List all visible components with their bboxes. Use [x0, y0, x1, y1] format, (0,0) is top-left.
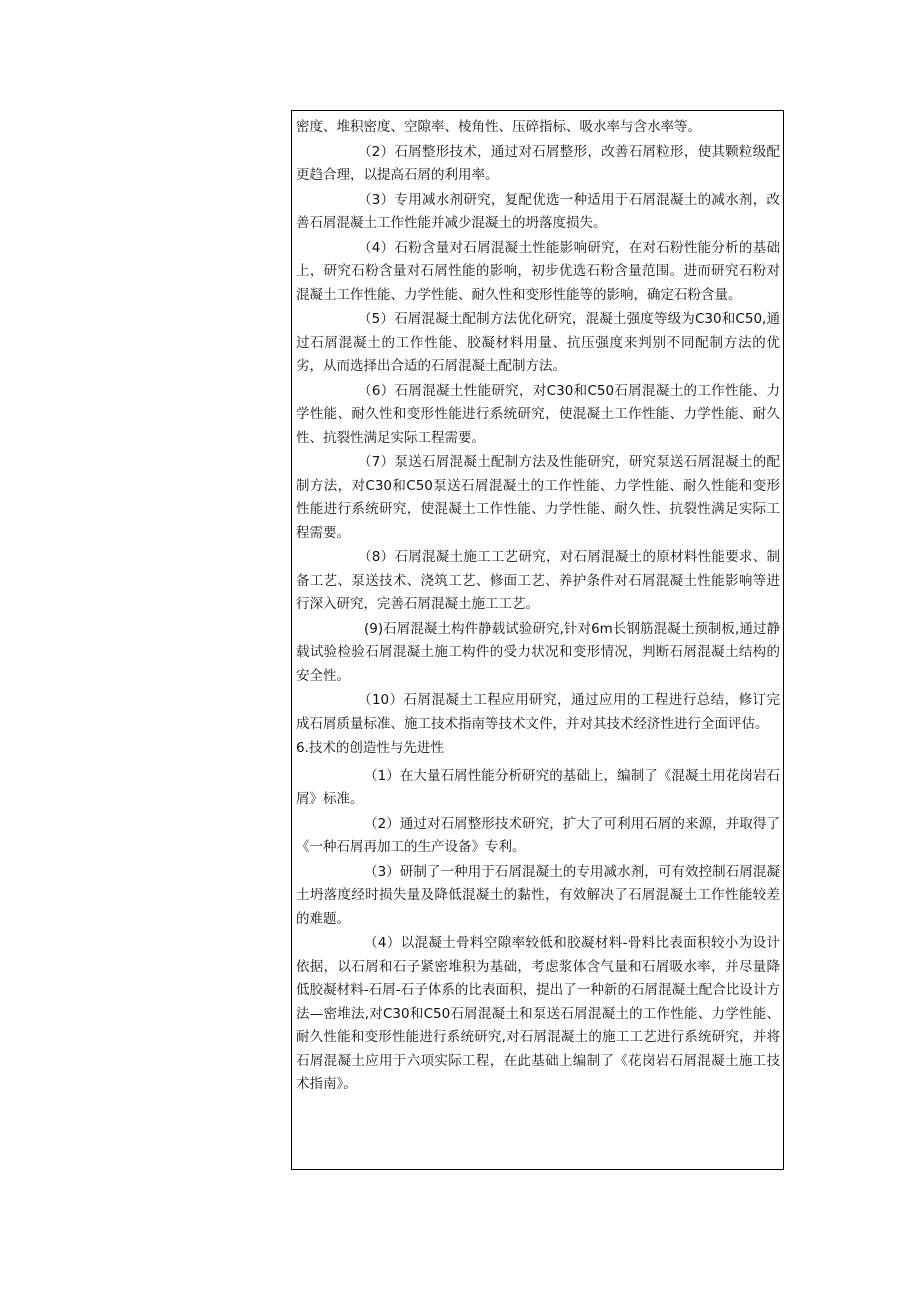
item-3-paragraph: （3）专用减水剂研究，复配优选一种适用于石屑混凝土的减水剂，改善石屑混凝土工作性能并减少混凝土的坍落度损失。 — [296, 191, 780, 231]
document-table-cell — [291, 110, 784, 1170]
intro-paragraph: 密度、堆积密度、空隙率、棱角性、压碎指标、吸水率与含水率等。 — [296, 119, 701, 135]
item-2-paragraph: （2）石屑整形技术，通过对石屑整形，改善石屑粒形，使其颗粒级配更趋合理，以提高石屑的利用率。 — [296, 143, 780, 183]
item-9-paragraph: (9)石屑混凝土构件静载试验研究,针对6m长钢筋混凝土预制板,通过静载试验检验石屑混凝土施工构件的受力状况和变形情况，判断石屑混凝土结构的安全性。 — [296, 620, 780, 684]
innovation-1-paragraph: （1）在大量石屑性能分析研究的基础上，编制了《混凝土用花岗岩石屑》标准。 — [296, 767, 780, 807]
item-8-paragraph: （8）石屑混凝土施工工艺研究，对石屑混凝土的原材料性能要求、制备工艺、泵送技术、浇筑工艺、修面工艺、养护条件对石屑混凝土性能影响等进行深入研究，完善石屑混凝土施工工艺。 — [296, 549, 780, 612]
item-4-paragraph: （4）石粉含量对石屑混凝土性能影响研究，在对石粉性能分析的基础上，研究石粉含量对石屑性能的影响，初步优选石粉含量范围。进而研究石粉对混凝土工作性能、力学性能、耐久性和变形性能等的影响，确定石粉含量。 — [296, 239, 780, 303]
item-7-paragraph: （7）泵送石屑混凝土配制方法及性能研究，研究泵送石屑混凝土的配制方法，对C30和C50泵送石屑混凝土的工作性能、力学性能、耐久性能和变形性能进行系统研究，使混凝土工作性能、力学性能、耐久性、抗裂性满足实际工程需要。 — [296, 454, 780, 541]
innovation-3-paragraph: （3）研制了一种用于石屑混凝土的专用减水剂，可有效控制石屑混凝土坍落度经时损失量及降低混凝土的黏性，有效解决了石屑混凝土工作性能较差的难题。 — [296, 863, 780, 927]
item-6-paragraph: （6）石屑混凝土性能研究，对C30和C50石屑混凝土的工作性能、力学性能、耐久性和变形性能进行系统研究，使混凝土工作性能、力学性能、耐久性、抗裂性满足实际工程需要。 — [296, 382, 780, 446]
innovation-2-paragraph: （2）通过对石屑整形技术研究，扩大了可利用石屑的来源，并取得了《一种石屑再加工的生产设备》专利。 — [296, 815, 780, 855]
innovation-4-paragraph: （4）以混凝土骨料空隙率较低和胶凝材料-骨料比表面积较小为设计依据，以石屑和石子紧密堆积为基础，考虑浆体含气量和石屑吸水率，并尽量降低胶凝材料-石屑-石子体系的比表面积，提出了一种新的石屑混凝土配合比设计方法—密堆法,对C30和C50石屑混凝土和泵送石屑混凝土的工作性能、力学性能、耐久性能和变形性能进行系统研究,对石屑混凝土的施工工艺进行系统研究，并将石屑混凝土应用于六项实际工程，在此基础上编制了《花岗岩石屑混凝土施工技术指南》。 — [296, 935, 780, 1092]
item-5-paragraph: （5）石屑混凝土配制方法优化研究，混凝土强度等级为C30和C50,通过石屑混凝土的工作性能、胶凝材料用量、抗压强度来判别不同配制方法的优劣，从而选择出合适的石屑混凝土配制方法。 — [296, 311, 780, 374]
item-10-paragraph: （10）石屑混凝土工程应用研究，通过应用的工程进行总结，修订完成石屑质量标准、施工技术指南等技术文件，并对其技术经济性进行全面评估。 — [296, 692, 780, 732]
section-heading: 6.技术的创造性与先进性 — [296, 740, 444, 756]
